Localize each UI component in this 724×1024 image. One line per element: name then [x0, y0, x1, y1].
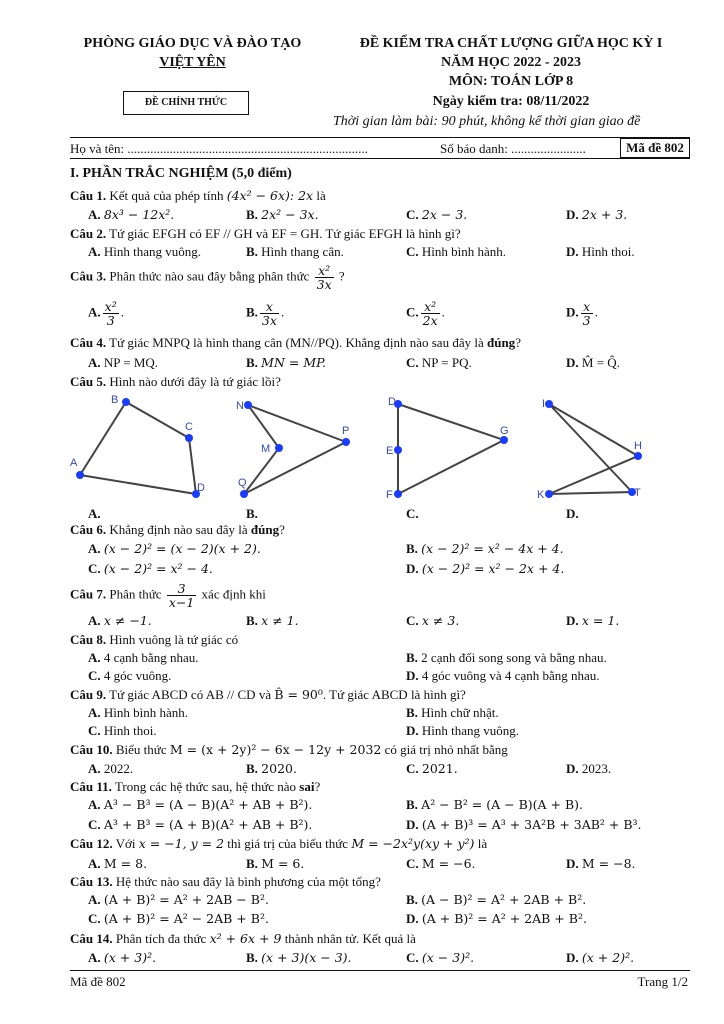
q9-option-d[interactable]	[406, 723, 519, 739]
question-12-math-a: x = −1, y = 2	[138, 836, 225, 851]
option-text: (x + 2)².	[581, 950, 635, 965]
q4-option-d[interactable]	[566, 355, 620, 371]
point	[394, 490, 402, 498]
option-text: A³ − B³ = (A − B)(A² + AB + B²).	[103, 797, 313, 812]
option-letter: A.	[88, 613, 101, 628]
q9-option-b[interactable]	[406, 705, 499, 721]
option-letter: D.	[566, 207, 579, 222]
question-12	[70, 836, 487, 852]
figure-3-quadrilateral	[398, 404, 504, 494]
point-label: D	[197, 482, 205, 494]
point	[122, 398, 130, 406]
denominator: 2x	[422, 313, 438, 329]
option-text: (A + B)² = A² − 2AB + B².	[103, 911, 269, 926]
question-10-math: M = (x + 2y)² − 6x − 12y + 2032	[169, 742, 382, 757]
option-letter: C.	[88, 723, 101, 738]
option-text: Hình thoi.	[581, 244, 635, 259]
question-4-emphasis: đúng	[486, 335, 516, 350]
point-label: E	[386, 445, 394, 457]
question-12-math-b: M = −2x²y(xy + y²)	[351, 836, 475, 851]
exam-duration: Thời gian làm bài: 90 phút, không kể thời gian giao đề	[333, 114, 641, 129]
option-text: Hình thoi.	[103, 723, 157, 738]
question-14-label: Câu 14.	[70, 931, 113, 946]
question-9-label: Câu 9.	[70, 687, 107, 702]
option-letter: A.	[88, 950, 101, 965]
option-letter: B.	[406, 797, 418, 812]
option-text: (x − 2)² = (x − 2)(x + 2).	[103, 541, 261, 556]
option-text: Hình bình hành.	[421, 244, 507, 259]
option-letter: A.	[88, 797, 101, 812]
q12-option-b[interactable]	[246, 856, 304, 872]
question-7	[70, 582, 266, 609]
option-letter: D.	[566, 613, 579, 628]
option-text: M̂ = Q̂.	[581, 355, 620, 370]
option-letter: C.	[406, 856, 419, 871]
point-label: T	[634, 487, 641, 499]
point-label: B	[111, 394, 119, 406]
exam-date: Ngày kiểm tra: 08/11/2022	[432, 94, 590, 109]
q14-option-b[interactable]	[246, 950, 352, 966]
question-4-text: Tứ giác MNPQ là hình thang cân (MN//PQ). Khẳng định nào sau đây là	[109, 335, 487, 350]
option-text: (x − 3)².	[421, 950, 475, 965]
point-label: K	[537, 489, 545, 501]
denominator: 3x	[261, 313, 277, 329]
option-letter: B.	[246, 856, 258, 871]
question-1-label: Câu 1.	[70, 188, 107, 203]
figure-4-quadrilateral	[549, 404, 638, 494]
q2-option-a[interactable]	[88, 244, 201, 260]
student-id-field: Số báo danh: .......................	[440, 141, 586, 156]
q14-option-c[interactable]	[406, 950, 474, 966]
option-letter: B.	[246, 207, 258, 222]
point-label: A	[70, 457, 78, 469]
point	[545, 490, 553, 498]
numerator: x	[581, 300, 593, 314]
q9-option-c[interactable]	[88, 723, 157, 739]
question-3-fraction	[315, 264, 334, 291]
option-letter: B.	[246, 761, 258, 776]
point-label: Q	[238, 477, 247, 489]
question-9-text: Tứ giác ABCD có AB // CD và	[109, 687, 275, 702]
q11-option-b[interactable]	[406, 797, 583, 813]
option-letter: A.	[88, 541, 101, 556]
q14-option-d[interactable]	[566, 950, 634, 966]
option-text: NP = MQ.	[103, 355, 159, 370]
q7-option-d[interactable]	[566, 613, 619, 629]
point	[76, 471, 84, 479]
q6-option-c[interactable]	[88, 561, 213, 577]
q13-option-b[interactable]	[406, 892, 586, 908]
point	[545, 400, 553, 408]
question-11-tail: ?	[314, 779, 321, 794]
question-8-label: Câu 8.	[70, 632, 107, 647]
question-14-text: Phân tích đa thức	[115, 931, 210, 946]
point	[244, 401, 252, 409]
option-letter: D.	[406, 723, 419, 738]
q2-option-d[interactable]	[566, 244, 635, 260]
q14-option-a[interactable]	[88, 950, 156, 966]
option-text: 2023.	[581, 761, 612, 776]
question-1-text: Kết quả của phép tính	[109, 188, 227, 203]
q2-option-b[interactable]	[246, 244, 344, 260]
question-4-label: Câu 4.	[70, 335, 107, 350]
option-letter: C.	[406, 304, 419, 320]
option-text: Hình thang vuông.	[103, 244, 202, 259]
option-letter: D.	[566, 355, 579, 370]
option-letter: B.	[406, 705, 418, 720]
option-text: Hình thang vuông.	[421, 723, 520, 738]
option-text: 4 góc vuông và 4 cạnh bằng nhau.	[421, 668, 600, 683]
q10-option-d[interactable]	[566, 761, 611, 777]
option-text: NP = PQ.	[421, 355, 472, 370]
student-name-field: Họ và tên: ..........................................................................	[70, 141, 368, 156]
q13-option-c[interactable]	[88, 911, 269, 927]
option-text: MN = MP.	[261, 355, 326, 370]
option-letter: D.	[566, 304, 579, 320]
footer-exam-code: Mã đề 802	[70, 974, 126, 989]
option-text: Hình thang cân.	[261, 244, 344, 259]
q5-option-a[interactable]: A.	[88, 506, 101, 521]
option-fraction	[421, 300, 440, 327]
q8-option-a[interactable]	[88, 650, 198, 666]
question-5-figures	[0, 390, 724, 510]
option-text: 2x + 3.	[581, 207, 628, 222]
option-text: A³ + B³ = (A + B)(A² + AB + B²).	[103, 817, 313, 832]
q5-option-d[interactable]: D.	[566, 506, 579, 521]
question-7-fraction	[167, 582, 196, 609]
option-letter: B.	[406, 541, 418, 556]
q8-option-c[interactable]	[88, 668, 171, 684]
section-title: I. PHẦN TRẮC NGHIỆM (5,0 điểm)	[70, 166, 292, 181]
point-label: D	[388, 396, 396, 408]
q5-option-c[interactable]: C.	[406, 506, 419, 521]
question-11-emphasis: sai	[299, 779, 315, 794]
option-text: Hình chữ nhật.	[421, 705, 499, 720]
option-letter: D.	[566, 950, 579, 965]
q12-option-c[interactable]	[406, 856, 476, 872]
question-8-text: Hình vuông là tứ giác có	[109, 632, 239, 647]
question-11-text: Trong các hệ thức sau, hệ thức nào	[114, 779, 300, 794]
q10-option-c[interactable]	[406, 761, 458, 777]
question-14-math: x² + 6x + 9	[209, 931, 282, 946]
point	[500, 436, 508, 444]
q6-option-a[interactable]	[88, 541, 261, 557]
question-13	[70, 874, 381, 890]
question-7-tail: xác định khi	[201, 586, 266, 602]
question-10-tail: có giá trị nhỏ nhất bằng	[381, 742, 508, 757]
option-letter: B.	[246, 355, 258, 370]
option-text: x ≠ 1.	[261, 613, 299, 628]
numerator: x²	[421, 300, 440, 314]
question-6-text: Khẳng định nào sau đây là	[109, 522, 251, 537]
option-text: 2x − 3.	[421, 207, 468, 222]
option-letter: C.	[88, 911, 101, 926]
option-letter: A.	[88, 761, 101, 776]
option-letter: A.	[88, 244, 101, 259]
q7-option-c[interactable]	[406, 613, 459, 629]
option-text: (x − 2)² = x² − 4x + 4.	[421, 541, 564, 556]
question-9-tail: . Tứ giác ABCD là hình gì?	[322, 687, 466, 702]
question-3-tail: ?	[338, 268, 345, 284]
option-text: 4 cạnh bằng nhau.	[103, 650, 199, 665]
q12-option-d[interactable]	[566, 856, 636, 872]
option-text: (x − 2)² = x² − 4.	[103, 561, 213, 576]
option-text: (A + B)² = A² + 2AB − B².	[103, 892, 269, 907]
question-2-text: Tứ giác EFGH có EF // GH và EF = GH. Tứ giác EFGH là hình gì?	[109, 226, 461, 241]
student-divider	[70, 158, 690, 159]
question-13-label: Câu 13.	[70, 874, 113, 889]
option-text: M = −6.	[421, 856, 476, 871]
option-letter: C.	[88, 561, 101, 576]
point-label: N	[236, 400, 244, 412]
question-12-text-b: thì giá trị của biểu thức	[224, 836, 352, 851]
question-10-label: Câu 10.	[70, 742, 113, 757]
q3-option-b[interactable]: B. $\frac{x}{3x}$ .	[246, 299, 285, 329]
q13-option-d[interactable]	[406, 911, 587, 927]
point-label: M	[261, 443, 271, 455]
option-letter: D.	[406, 911, 419, 926]
q2-option-c[interactable]	[406, 244, 506, 260]
numerator: 3	[167, 582, 196, 596]
district-name: VIỆT YÊN	[159, 55, 226, 70]
option-text: (x + 3)(x − 3).	[261, 950, 352, 965]
q4-option-b[interactable]	[246, 355, 326, 371]
exam-code-box	[620, 138, 690, 158]
question-6-emphasis: đúng	[250, 522, 280, 537]
option-text: M = 6.	[261, 856, 305, 871]
option-letter: B.	[246, 613, 258, 628]
point-label: G	[500, 425, 509, 437]
point-label: F	[386, 489, 393, 501]
option-letter: C.	[88, 817, 101, 832]
question-2	[70, 226, 461, 242]
point-label: I	[542, 398, 546, 410]
official-stamp-box	[123, 91, 249, 115]
option-text: 2021.	[421, 761, 458, 776]
question-14-tail: thành nhân tử. Kết quả là	[281, 931, 416, 946]
q13-option-a[interactable]	[88, 892, 269, 908]
q6-option-d[interactable]	[406, 561, 564, 577]
option-letter: B.	[246, 304, 258, 320]
question-11-label: Câu 11.	[70, 779, 112, 794]
q11-option-d[interactable]	[406, 817, 642, 833]
option-letter: A.	[88, 355, 101, 370]
option-text: 2022.	[103, 761, 134, 776]
option-letter: D.	[566, 856, 579, 871]
option-letter: C.	[406, 950, 419, 965]
option-letter: A.	[88, 892, 101, 907]
option-fraction	[581, 300, 593, 327]
question-4	[70, 335, 521, 351]
q3-option-c[interactable]: C. $\frac{\text{x²}}{2x}$ .	[406, 299, 445, 329]
option-letter: B.	[406, 892, 418, 907]
option-letter: A.	[88, 304, 101, 320]
question-10-text: Biểu thức	[115, 742, 170, 757]
question-13-text: Hệ thức nào sau đây là bình phương của một tổng?	[115, 874, 381, 889]
option-letter: A.	[88, 705, 101, 720]
question-8	[70, 632, 238, 648]
option-letter: C.	[406, 244, 419, 259]
question-6-label: Câu 6.	[70, 522, 107, 537]
question-6-tail: ?	[279, 522, 285, 537]
question-4-tail: ?	[515, 335, 521, 350]
option-text: A² − B² = (A − B)(A + B).	[421, 797, 583, 812]
subject: MÔN: TOÁN LỚP 8	[448, 74, 574, 89]
option-fraction	[260, 300, 279, 327]
question-1-math: (4x² − 6x): 2x	[226, 188, 314, 203]
exam-title: ĐỀ KIỂM TRA CHẤT LƯỢNG GIỮA HỌC KỲ I	[359, 36, 663, 51]
option-letter: C.	[406, 355, 419, 370]
question-9	[70, 687, 466, 703]
question-12-text: Với	[115, 836, 139, 851]
option-text: M = 8.	[103, 856, 148, 871]
question-3-label: Câu 3.	[70, 268, 107, 284]
q4-option-c[interactable]	[406, 355, 472, 371]
option-text: 2x² − 3x.	[261, 207, 319, 222]
question-5	[70, 374, 281, 390]
question-3-text: Phân thức nào sau đây bằng phân thức	[109, 268, 310, 284]
top-divider	[70, 137, 690, 138]
q10-option-a[interactable]	[88, 761, 133, 777]
point	[240, 490, 248, 498]
option-text: 8x³ − 12x².	[103, 207, 175, 222]
option-letter: A.	[88, 207, 101, 222]
q11-option-c[interactable]	[88, 817, 312, 833]
option-text: (A + B)² = A² + 2AB + B².	[421, 911, 587, 926]
question-11	[70, 779, 320, 795]
figure-1-quadrilateral	[80, 402, 196, 494]
question-5-text: Hình nào dưới đây là tứ giác lồi?	[109, 374, 281, 389]
q3-option-d[interactable]: D. $\frac{x}{3}$ .	[566, 299, 598, 329]
denominator: 3	[106, 313, 115, 329]
question-14	[70, 931, 416, 947]
option-letter: D.	[406, 817, 419, 832]
option-letter: D.	[406, 668, 419, 683]
q7-option-a[interactable]	[88, 613, 152, 629]
question-7-text: Phân thức	[109, 586, 162, 602]
question-3	[70, 264, 345, 291]
option-letter: C.	[406, 761, 419, 776]
option-text: x ≠ 3.	[421, 613, 460, 628]
point	[394, 446, 402, 454]
q1-option-b[interactable]	[246, 207, 319, 223]
q3-option-a[interactable]: A. $\frac{\text{x²}}{3}$ .	[88, 299, 124, 329]
q8-option-d[interactable]	[406, 668, 600, 684]
q1-option-c[interactable]	[406, 207, 467, 223]
question-2-label: Câu 2.	[70, 226, 107, 241]
q8-option-b[interactable]	[406, 650, 607, 666]
point	[634, 452, 642, 460]
question-12-label: Câu 12.	[70, 836, 113, 851]
option-letter: C.	[88, 668, 101, 683]
option-text: 2020.	[261, 761, 297, 776]
official-stamp: ĐỀ CHÍNH THỨC	[144, 97, 228, 108]
q10-option-b[interactable]	[246, 761, 297, 777]
q1-option-a[interactable]	[88, 207, 174, 223]
option-letter: C.	[406, 613, 419, 628]
option-text: (A − B)² = A² + 2AB + B².	[421, 892, 587, 907]
question-7-label: Câu 7.	[70, 586, 107, 602]
option-text: (A + B)³ = A³ + 3A²B + 3AB² + B³.	[421, 817, 642, 832]
footer-page-number: Trang 1/2	[637, 974, 688, 989]
option-letter: C.	[406, 207, 419, 222]
department-name: PHÒNG GIÁO DỤC VÀ ĐÀO TẠO	[83, 36, 302, 51]
denominator: 3	[582, 313, 591, 329]
q1-option-d[interactable]	[566, 207, 627, 223]
denominator: x−1	[168, 595, 195, 611]
school-year: NĂM HỌC 2022 - 2023	[441, 55, 581, 70]
point-label: H	[634, 440, 642, 452]
question-6	[70, 522, 285, 538]
exam-code: Mã đề 802	[626, 140, 684, 155]
option-letter: A.	[88, 856, 101, 871]
option-text: (x + 3)².	[103, 950, 157, 965]
point	[275, 444, 283, 452]
option-text: Hình bình hành.	[103, 705, 189, 720]
option-letter: B.	[246, 950, 258, 965]
option-letter: B.	[246, 244, 258, 259]
q7-option-b[interactable]	[246, 613, 299, 629]
q4-option-a[interactable]	[88, 355, 158, 371]
question-10	[70, 742, 508, 758]
figure-2-quadrilateral	[244, 405, 346, 494]
option-text: (x − 2)² = x² − 2x + 4.	[421, 561, 565, 576]
option-text: 2 cạnh đối song song và bằng nhau.	[421, 650, 607, 665]
option-letter: D.	[406, 561, 419, 576]
option-text: M = −8.	[581, 856, 636, 871]
option-letter: A.	[88, 650, 101, 665]
q6-option-b[interactable]	[406, 541, 564, 557]
question-12-tail: là	[474, 836, 488, 851]
option-text: x ≠ −1.	[103, 613, 152, 628]
footer-divider	[70, 970, 690, 971]
denominator: 3x	[316, 277, 332, 293]
question-1	[70, 188, 326, 204]
option-letter: D.	[566, 244, 579, 259]
point	[185, 434, 193, 442]
option-letter: B.	[406, 650, 418, 665]
point-label: C	[185, 421, 193, 433]
q11-option-a[interactable]	[88, 797, 312, 813]
option-text: 4 góc vuông.	[103, 668, 172, 683]
q5-option-b[interactable]: B.	[246, 506, 258, 521]
numerator: x	[260, 300, 279, 314]
question-9-math: B̂ = 90⁰	[274, 687, 323, 702]
point-label: P	[342, 425, 350, 437]
q12-option-a[interactable]	[88, 856, 147, 872]
numerator: x²	[104, 299, 117, 314]
point	[342, 438, 350, 446]
q9-option-a[interactable]	[88, 705, 188, 721]
option-letter: D.	[566, 761, 579, 776]
option-fraction	[103, 300, 119, 327]
numerator: x²	[315, 264, 334, 278]
option-text: x = 1.	[581, 613, 620, 628]
question-1-tail: là	[313, 188, 326, 203]
question-5-label: Câu 5.	[70, 374, 107, 389]
